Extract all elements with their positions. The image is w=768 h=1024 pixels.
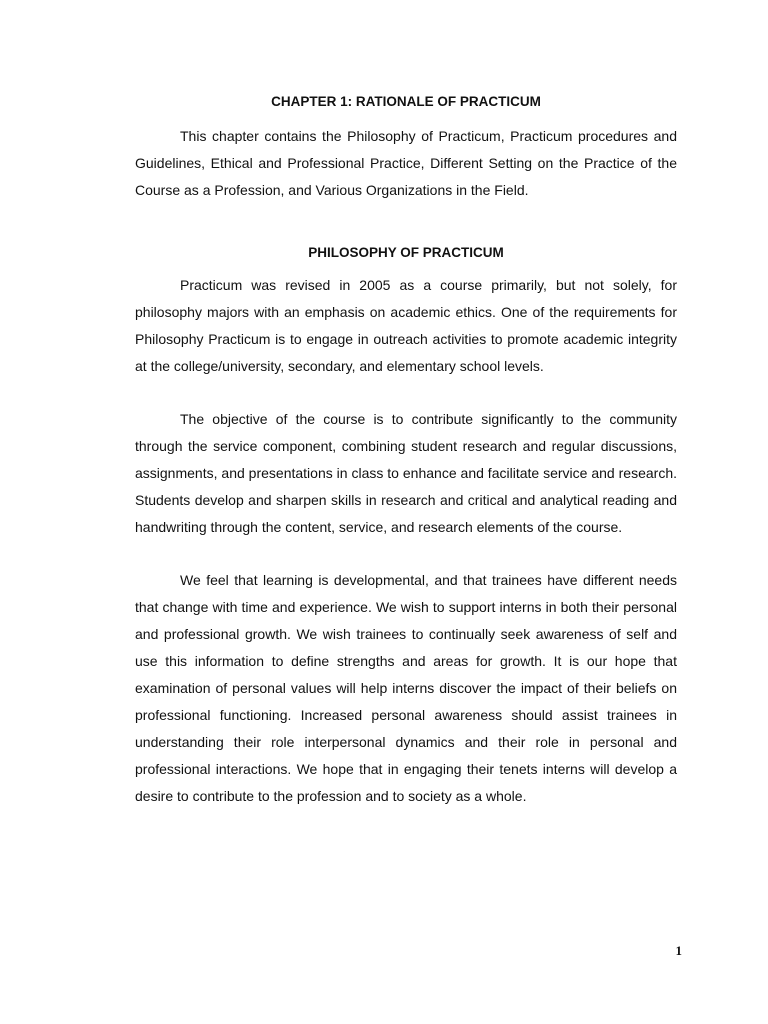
page-number: 1 bbox=[675, 943, 682, 958]
body-paragraph: The objective of the course is to contribute significantly to the community through the service component, combining student research and regular discussions, assignments, and presentations in class to enhance and facilitate service and research. Students develop and sharpen skills in research and critical and analytical reading and handwriting through the content, service, and research elements of the course. bbox=[135, 411, 677, 535]
section-title: PHILOSOPHY OF PRACTICUM bbox=[308, 245, 504, 260]
intro-paragraph: This chapter contains the Philosophy of Practicum, Practicum procedures and Guidelines, Ethical and Professional Practice, Different Setting on the Practice of the Course as a Profession, and Various Organizations in the Field. bbox=[135, 128, 677, 198]
page-content bbox=[135, 91, 677, 810]
body-paragraph: Practicum was revised in 2005 as a course primarily, but not solely, for philosophy majors with an emphasis on academic ethics. One of the requirements for Philosophy Practicum is to engage in outreach activities to promote academic integrity at the college/university, secondary, and elementary school levels. bbox=[135, 277, 677, 374]
chapter-title: CHAPTER 1: RATIONALE OF PRACTICUM bbox=[271, 94, 541, 109]
body-paragraph: We feel that learning is developmental, and that trainees have different needs that change with time and experience. We wish to support interns in both their personal and professional growth. We wish trainees to continually seek awareness of self and use this information to define strengths and areas for growth. It is our hope that examination of personal values will help interns discover the impact of their beliefs on professional functioning. Increased personal awareness should assist trainees in understanding their role interpersonal dynamics and their role in personal and professional interactions. We hope that in engaging their tenets interns will develop a desire to contribute to the profession and to society as a whole. bbox=[135, 572, 677, 804]
